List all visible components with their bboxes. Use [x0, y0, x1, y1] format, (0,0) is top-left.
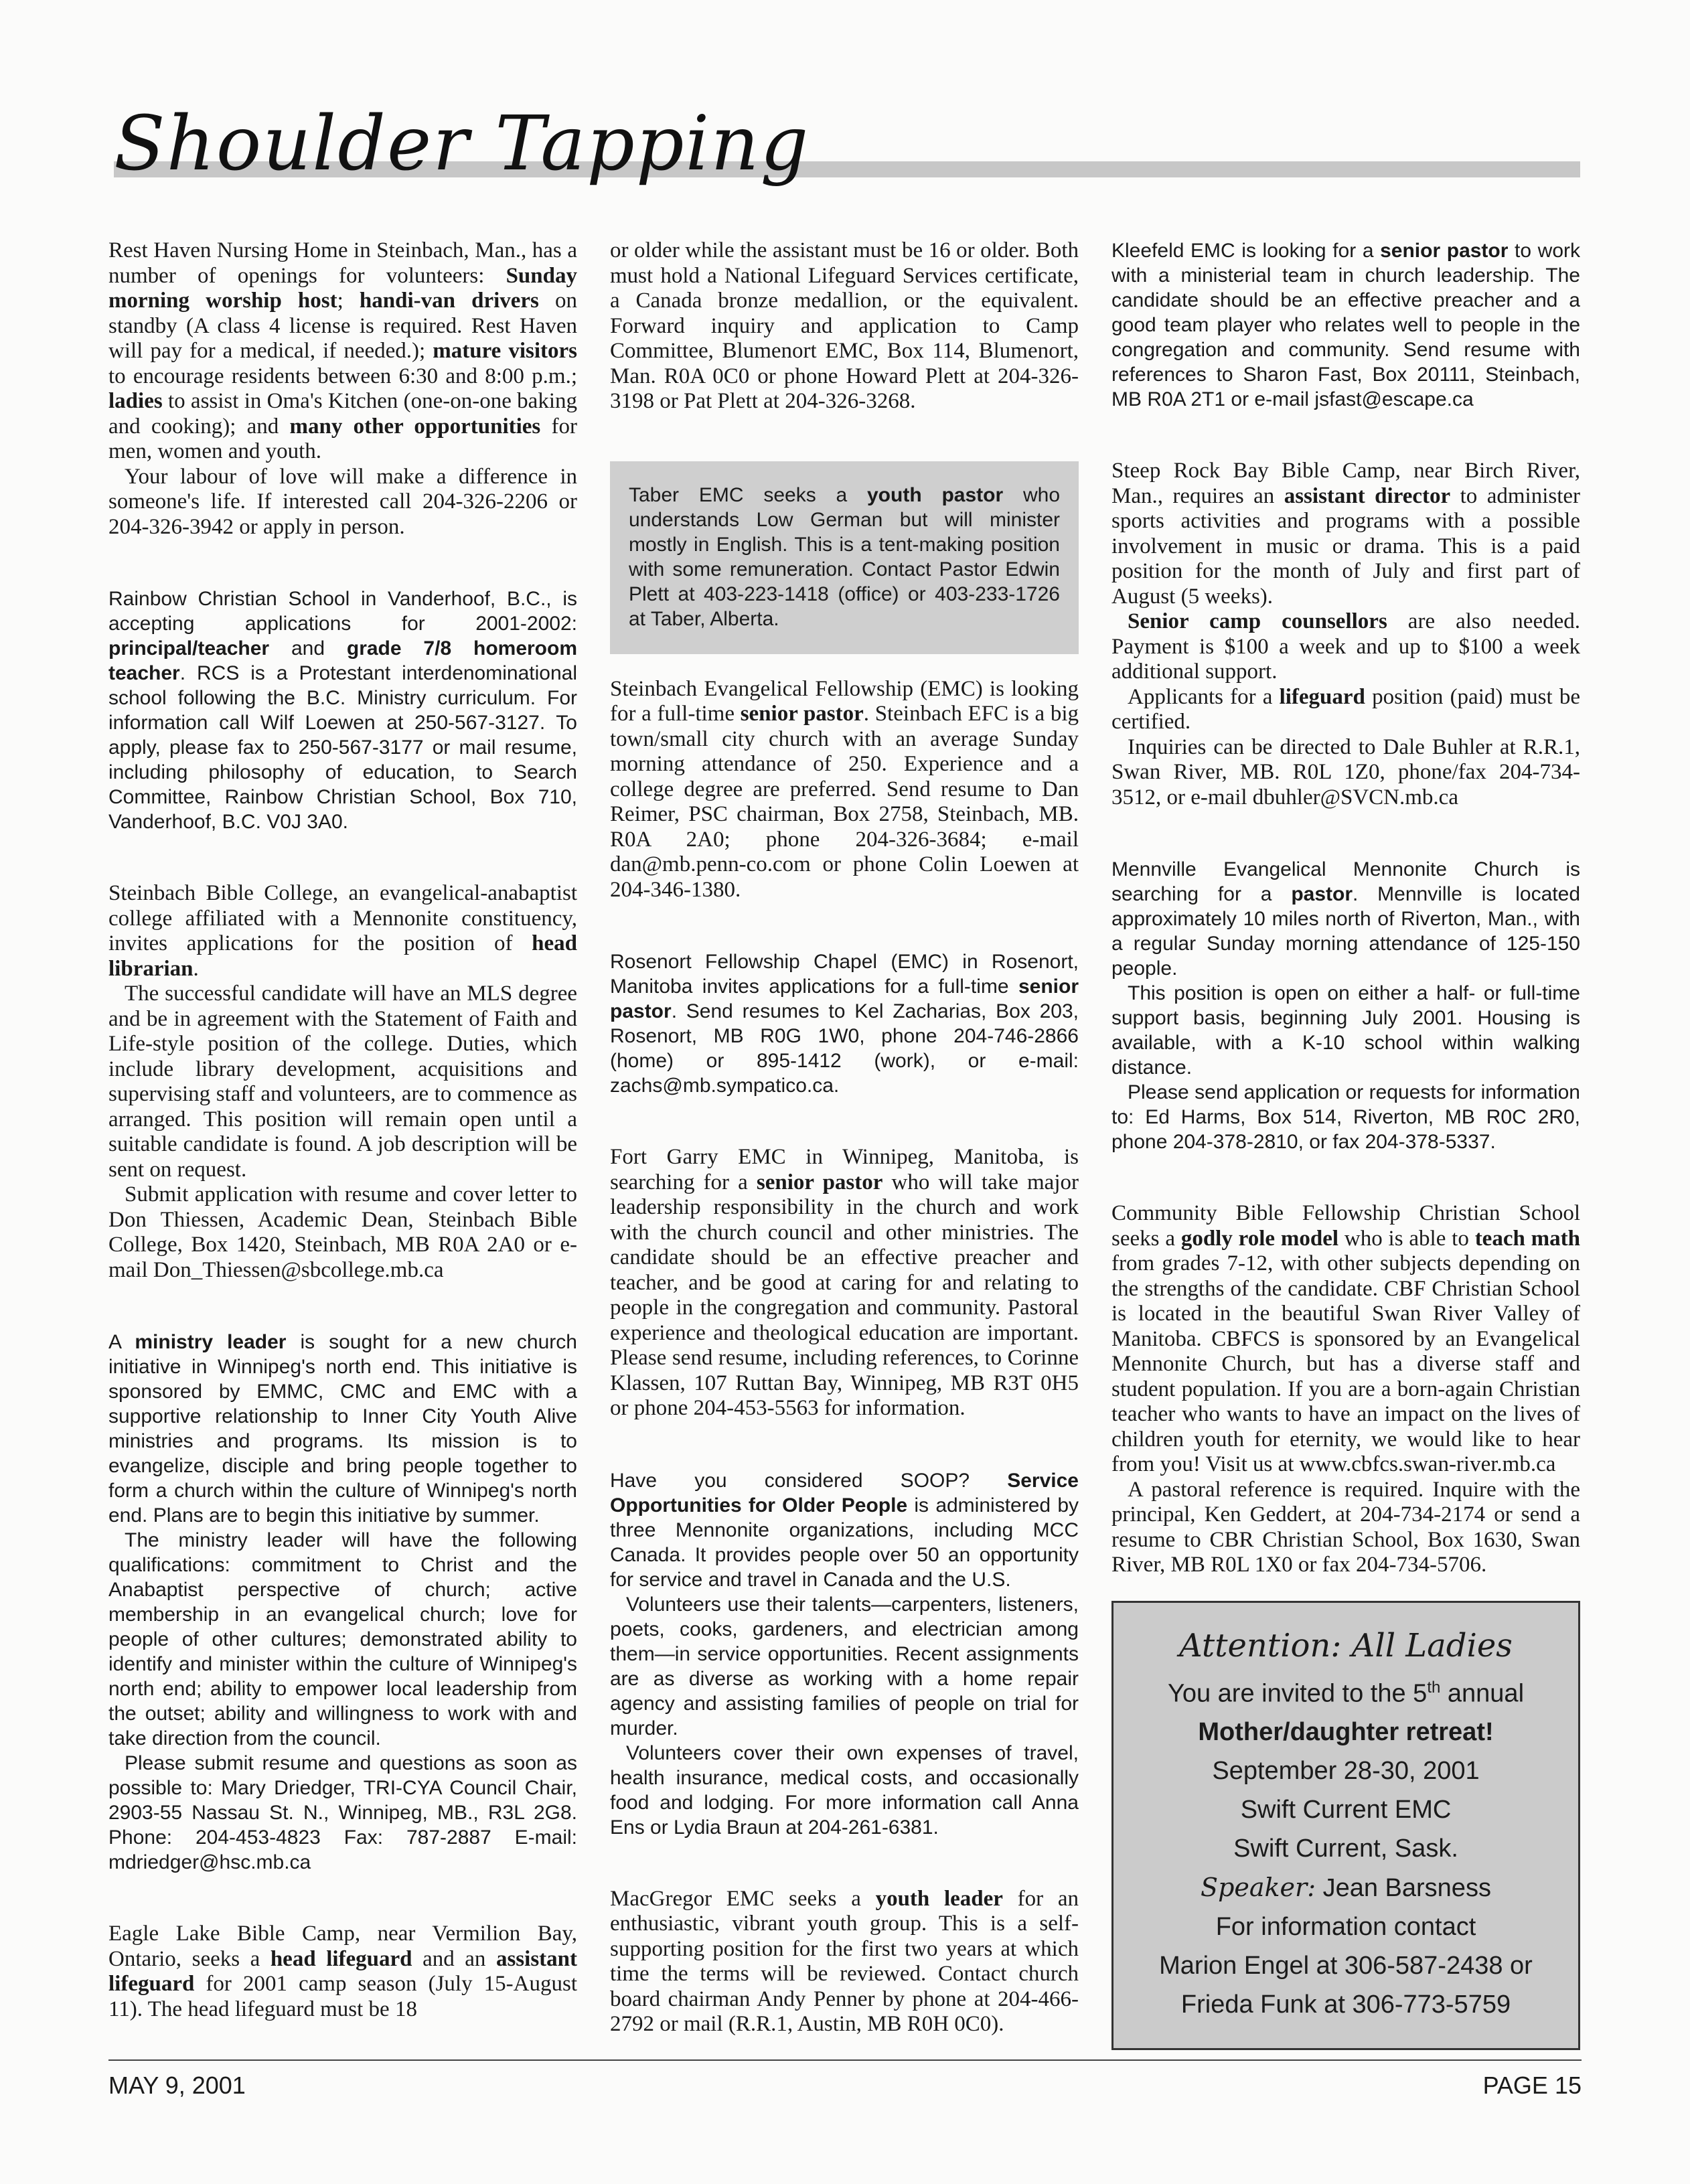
paragraph: [1111, 685, 1580, 735]
text-run: MacGregor EMC seeks a: [610, 1886, 876, 1911]
ad-eagle-lake: [108, 1922, 577, 2022]
text-run: to assist in Oma's Kitchen (one-on-one baking and cooking); and: [108, 389, 577, 439]
bold-highlight: youth leader: [875, 1886, 1003, 1911]
ad-ministry-leader: [108, 1330, 577, 1875]
paragraph: or older while the assistant must be 16 or older. Both must hold a National Lifeguard Services certificate, a Canada bronze medallion, or the equivalent. Forward inquiry and application to Camp Committee, Blumenort EMC, Box 114, Blumenort, Man. R0A 0C0 or phone Howard Plett at 204-326-3198 or Pat Plett at 204-326-3268.: [610, 238, 1079, 413]
text-run: and an: [412, 1946, 496, 1971]
text-run: for men, women and youth.: [108, 414, 577, 463]
bold-highlight: teach math: [1474, 1226, 1580, 1251]
bold-highlight: grade 7/8 homeroom teacher: [108, 637, 577, 684]
bold-highlight: senior pastor: [756, 1170, 883, 1194]
bold-highlight: senior pastor: [610, 976, 1079, 1022]
event-place: Swift Current EMC: [1240, 1796, 1452, 1824]
page-title: Shoulder Tapping: [114, 100, 810, 187]
text-run: Steinbach Evangelical Fellowship (EMC) is looking for a full-time: [610, 676, 1079, 726]
paragraph: [108, 1922, 577, 2022]
bold-highlight: mature visitors: [433, 339, 577, 363]
paragraph: [629, 483, 1060, 631]
text-run: Community Bible Fellowship Christian School seeks a: [1111, 1201, 1580, 1251]
paragraph: [610, 1887, 1079, 2037]
text-run: Rosenort Fellowship Chapel (EMC) in Rosenort, Manitoba invites applications for a full-time: [610, 951, 1079, 998]
paragraph: [610, 1145, 1079, 1421]
ad-kleefeld: [1111, 238, 1580, 412]
text-run: and: [269, 637, 347, 659]
paragraph: The ministry leader will have the following qualifications: commitment to Christ and the Anabaptist perspective of church; active membership in an evangelical church; love for people of other cultures; demonstrated ability to identify and minister within the culture of Winnipeg's north end; ability to empower local leadership from the outset; ability and willingness to work with and take direction from the council.: [108, 1529, 577, 1749]
bold-highlight: ladies: [108, 389, 163, 413]
event-dates: September 28-30, 2001: [1212, 1757, 1480, 1786]
bold-highlight: assistant director: [1284, 483, 1451, 508]
paragraph: [1111, 238, 1580, 412]
text-run: Mennville Evangelical Mennonite Church is searching for a: [1111, 858, 1580, 905]
bold-highlight: Service Opportunities for Older People: [610, 1469, 1079, 1516]
text-run: for an enthusiastic, vibrant youth group. This is a self-supporting position for the first two years at which time the terms will be reviewed. Contact church board chairman Andy Penner by phone at 204-466-2792 or mail (R.R.1, Austin, MB R0H 0C0).: [610, 1886, 1079, 2036]
column-1: [108, 238, 577, 2045]
bold-highlight: youth pastor: [867, 483, 1004, 506]
bold-highlight: principal/teacher: [108, 637, 270, 659]
text-run: to administer sports activities and programs with a possible involvement in music or drama. This is a paid position for the month of July and first part of August (5 weeks).: [1111, 483, 1581, 609]
bold-highlight: head librarian: [108, 931, 577, 981]
ad-steep-rock: [1111, 459, 1580, 810]
text-run: who is able to: [1338, 1226, 1475, 1251]
ad-steinbach-bible-college: [108, 881, 577, 1283]
text-run: .: [193, 956, 199, 981]
attention-heading: Attention: All Ladies: [1179, 1626, 1513, 1664]
paragraph: Volunteers use their talents—carpenters, listeners, poets, cooks, gardeners, and electrician among them—in service opportunities. Recent assignments are as diverse as working with a home repair agency and assisting families of people on trial for murder.: [610, 1593, 1079, 1739]
text-run: Steinbach Bible College, an evangelical-anabaptist college affiliated with a Mennonite constituency, invites applications for the position of: [108, 881, 577, 955]
invite-line: You are invited to the 5th annual: [1167, 1678, 1525, 1708]
text-run: to encourage residents between 6:30 and 8:00 p.m.;: [108, 364, 577, 388]
bold-highlight: assistant lifeguard: [108, 1946, 577, 1996]
ad-macgregor: [610, 1887, 1079, 2037]
bold-highlight: handi-van drivers: [359, 289, 539, 313]
bold-highlight: lifeguard: [1279, 684, 1365, 709]
paragraph: [1111, 459, 1580, 609]
paragraph: [108, 587, 577, 834]
paragraph: Your labour of love will make a difference in someone's life. If interested call 204-326-2206 or 204-326-3942 or apply in person.: [108, 464, 577, 539]
text-run: is sought for a new church initiative in Winnipeg's north end. This initiative is sponsored by EMMC, CMC and EMC with a supportive relationship to Inner City Youth Alive ministries and programs. Its mission is to evangelize, disciple and bring people together to form a church within the culture of Winnipeg's north end. Plans are to begin this initiative by summer.: [108, 1331, 577, 1527]
text-run: from grades 7-12, with other subjects depending on the strengths of the candidate. CBF Christian School is located in the beautiful Swan River Valley of Manitoba. CBFCS is sponsored by an Evangelical Mennonite Church, but has a diverse staff and student population. If you are a born-again Christian teacher who wants to have an impact on the lives of children youth for eternity, we would like to hear from you! Visit us at www.cbfcs.swan-river.mb.ca: [1111, 1251, 1580, 1476]
text-run: who understands Low German but will minister mostly in English. This is a tent-making position with some remuneration. Contact Pastor Edwin Plett at 403-223-1418 (office) or 403-233-1726 at Taber, Alberta.: [629, 483, 1060, 630]
ad-cbf-school: [1111, 1201, 1580, 1578]
text-run: for 2001 camp season (July 15-August 11). The head lifeguard must be 18: [108, 1972, 577, 2021]
paragraph: Submit application with resume and cover letter to Don Thiessen, Academic Dean, Steinbach Bible College, Box 1420, Steinbach, MB R0A 2A0 or e-mail Don_Thiessen@sbcollege.mb.ca: [108, 1182, 577, 1282]
bold-highlight: Sunday morning worship host: [108, 263, 577, 313]
ad-taber-box: [610, 461, 1079, 654]
text-run: Steep Rock Bay Bible Camp, near Birch River, Man., requires an: [1111, 459, 1580, 508]
paragraph: [1111, 1201, 1580, 1478]
paragraph: [610, 677, 1079, 903]
attention-box: [1111, 1601, 1580, 2051]
text-run: are also needed. Payment is $100 a week and up to $100 a week additional support.: [1111, 609, 1580, 684]
text-run: . Mennville is located approximately 10 miles north of Riverton, Man., with a regular Sunday morning attendance of 125-150 people.: [1111, 883, 1580, 980]
ad-mennville: [1111, 857, 1580, 1154]
text-run: Taber EMC seeks a: [629, 483, 867, 506]
bold-highlight: godly role model: [1180, 1226, 1339, 1251]
paragraph: [108, 881, 577, 982]
footer-page-number: PAGE 15: [1482, 2072, 1582, 2099]
paragraph: Please submit resume and questions as soon as possible to: Mary Driedger, TRI-CYA Council Chair, 2903-55 Nassau St. N., Winnipeg, MB., R3L 2G8. Phone: 204-453-4823 Fax: 787-2887 E-mail: mdriedger@hsc.mb.ca: [108, 1752, 577, 1873]
text-run: Rainbow Christian School in Vanderhoof, B.C., is accepting applications for 2001-2002:: [108, 588, 577, 635]
bold-highlight: Senior camp counsellors: [1128, 609, 1387, 633]
bold-highlight: senior pastor: [1380, 240, 1509, 262]
paragraph: Please send application or requests for information to: Ed Harms, Box 514, Riverton, MB R0C 2R0, phone 204-378-2810, or fax 204-378-5337.: [1111, 1081, 1580, 1153]
paragraph: This position is open on either a half- or full-time support basis, beginning July 2001. Housing is available, with a K-10 school within walking distance.: [1111, 982, 1580, 1079]
paragraph: [1111, 609, 1580, 685]
paragraph: The successful candidate will have an MLS degree and be in agreement with the Statement of Faith and Life-style position of the college. Duties, which include library development, acquisitions and supervising staff and volunteers, are to commence as arranged. This position will remain open until a suitable candidate is found. A job description will be sent on request.: [108, 982, 577, 1182]
ad-fort-garry: [610, 1145, 1079, 1421]
bold-highlight: senior pastor: [740, 702, 864, 726]
text-run: Kleefeld EMC is looking for a: [1111, 240, 1381, 262]
contact-1: Marion Engel at 306-587-2438 or: [1159, 1952, 1533, 1980]
text-run: . Steinbach EFC is a big town/small city church with an average Sunday morning attendance of 250. Experience and a college degree are preferred. Send resume to Dan Reimer, PSC chairman, Box 2758, Steinbach, MB. R0A 2A0; phone 204-326-3684; e-mail dan@mb.penn-co.com or phone Colin Loewen at 204-346-1380.: [610, 702, 1079, 902]
column-2: [610, 238, 1079, 2060]
paragraph: [108, 1330, 577, 1528]
paragraph: [108, 238, 577, 465]
text-run: ;: [337, 289, 360, 313]
speaker-line: Speaker: Jean Barsness: [1201, 1873, 1491, 1903]
ad-steinbach-fellowship: [610, 677, 1079, 903]
contact-2: Frieda Funk at 306-773-5759: [1180, 1991, 1511, 2019]
bold-highlight: many other opportunities: [289, 414, 541, 439]
text-run: . RCS is a Protestant interdenominational school following the B.C. Ministry curriculum. For information call Wilf Loewen at 250-567-3127. To apply, please fax to 250-567-3177 or mail resume, including philosophy of education, to Search Committee, Rainbow Christian School, Box 710, Vanderhoof, B.C. V0J 3A0.: [108, 662, 577, 833]
text-run: . Send resumes to Kel Zacharias, Box 203, Rosenort, MB R0G 1W0, phone 204-746-2866 (home) or 895-1412 (work), or e-mail: zachs@mb.sympatico.ca.: [610, 1000, 1079, 1097]
footer-rule: [108, 2059, 1582, 2061]
bold-highlight: head lifeguard: [270, 1946, 412, 1971]
event-name: Mother/daughter retreat!: [1198, 1718, 1494, 1747]
ad-eagle-lake-continued: [610, 238, 1079, 414]
paragraph: Inquiries can be directed to Dale Buhler at R.R.1, Swan River, MB. R0L 1Z0, phone/fax 204-734-3512, or e-mail dbuhler@SVCN.mb.ca: [1111, 734, 1580, 809]
column-3: [1111, 238, 1580, 2050]
paragraph: [1111, 857, 1580, 981]
paragraph: [610, 949, 1079, 1098]
ad-rest-haven: [108, 238, 577, 540]
text-run: Rest Haven Nursing Home in Steinbach, Man., has a number of openings for volunteers:: [108, 238, 577, 288]
event-city: Swift Current, Sask.: [1233, 1835, 1458, 1863]
text-run: Eagle Lake Bible Camp, near Vermilion Bay, Ontario, seeks a: [108, 1922, 577, 1971]
paragraph: Volunteers cover their own expenses of travel, health insurance, medical costs, and occasionally food and lodging. For more information call Anna Ens or Lydia Braun at 204-261-6381.: [610, 1741, 1079, 1839]
text-run: who will take major leadership responsibility in the church and work with the church council and other ministries. The candidate should be an effective preacher and teacher, and be good at caring for and relating to people in the congregation and community. Pastoral experience and theological education are important. Please send resume, including references, to Corinne Klassen, 107 Ruttan Bay, Winnipeg, MB R3T 0H5 or phone 204-453-5563 for information.: [610, 1170, 1079, 1420]
paragraph: [610, 1468, 1079, 1592]
text-run: to work with a ministerial team in church leadership. The candidate should be an effective preacher and a good team player who relates well to people in the congregation and community. Send resume with references to Sharon Fast, Box 20111, Steinbach, MB R0A 2T1 or e-mail jsfast@escape.ca: [1111, 240, 1580, 410]
bold-highlight: pastor: [1291, 883, 1353, 905]
ad-rosenort: [610, 949, 1079, 1098]
text-run: position (paid) must be certified.: [1111, 684, 1580, 734]
text-run: Fort Garry EMC in Winnipeg, Manitoba, is searching for a: [610, 1145, 1079, 1194]
text-run: is administered by three Mennonite organizations, including MCC Canada. It provides people over 50 an opportunity for service and travel in Canada and the U.S.: [610, 1494, 1079, 1591]
paragraph: A pastoral reference is required. Inquire with the principal, Ken Geddert, at 204-734-2174 or send a resume to CBR Christian School, Box 1630, Swan River, MB R0L 1X0 or fax 204-734-5706.: [1111, 1477, 1580, 1577]
ad-soop: [610, 1468, 1079, 1840]
text-run: on standby (A class 4 license is required. Rest Haven will pay for a medical, if needed.);: [108, 289, 578, 363]
text-run: Applicants for a: [1128, 684, 1280, 709]
text-run: Have you considered SOOP?: [610, 1469, 1008, 1492]
bold-highlight: ministry leader: [135, 1331, 287, 1353]
contact-intro: For information contact: [1215, 1913, 1476, 1942]
ad-rainbow-school: [108, 587, 577, 834]
text-run: A: [108, 1331, 135, 1353]
footer-date: MAY 9, 2001: [108, 2072, 246, 2099]
